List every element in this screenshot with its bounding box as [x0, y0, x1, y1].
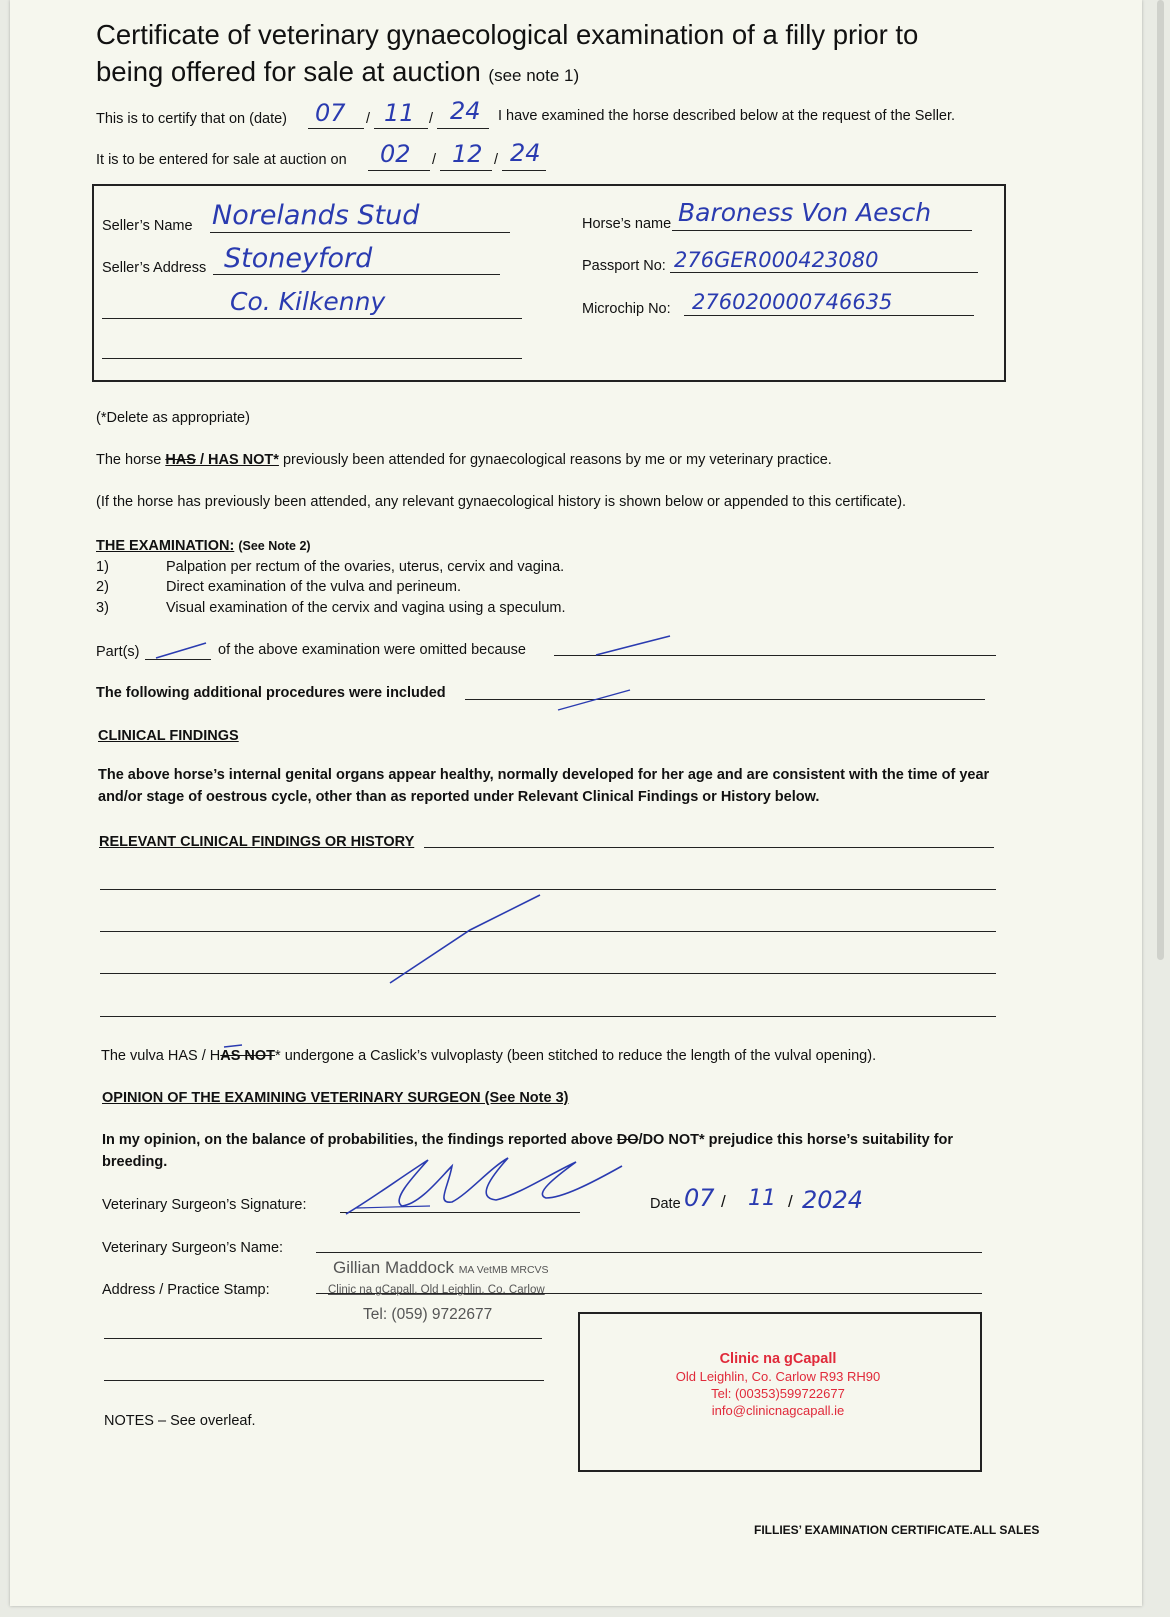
attended-prefix: The horse	[96, 452, 166, 468]
seller-address-label: Seller’s Address	[102, 260, 207, 276]
clinical-heading: CLINICAL FINDINGS	[98, 728, 239, 744]
attended-has-struck: HAS	[165, 452, 196, 468]
horse-name-label: Horse’s name	[582, 216, 672, 232]
certify-prefix: This is to certify that on (date)	[96, 111, 287, 127]
auction-prefix: It is to be entered for sale at auction on	[96, 152, 347, 168]
vet-name-label: Veterinary Surgeon’s Name:	[102, 1240, 284, 1256]
horse-name-value: Baroness Von Aesch	[678, 198, 932, 227]
seller-address-value-1: Stoneyford	[224, 243, 373, 274]
title-text: being offered for sale at auction	[96, 56, 481, 87]
auction-year: 24	[510, 139, 541, 167]
clinic-stamp-name: Clinic na gCapall	[719, 1351, 837, 1367]
attended-has-not: / HAS NOT*	[195, 452, 279, 468]
additional-label: The following additional procedures were included	[96, 685, 446, 701]
attended-suffix: previously been attended for gynaecological reasons by me or my veterinary practice.	[278, 452, 832, 468]
seller-address-value-2: Co. Kilkenny	[230, 287, 386, 316]
clinic-stamp-address: Old Leighlin, Co. Carlow R93 RH90	[675, 1369, 881, 1384]
footer-text: FILLIES’ EXAMINATION CERTIFICATE.ALL SALES	[754, 1523, 1040, 1537]
vet-stamp-tel: Tel: (059) 9722677	[363, 1306, 493, 1323]
seller-name-label: Seller’s Name	[102, 218, 193, 234]
date-day: 07	[684, 1184, 715, 1212]
seller-name-value: Norelands Stud	[212, 200, 420, 231]
history-note: (If the horse has previously been attended, any relevant gynaecological history is shown below or appended to this certificate).	[96, 494, 907, 510]
opinion-suffix: /DO NOT* prejudice this horse’s suitability for	[638, 1132, 954, 1148]
notes-label: NOTES – See overleaf.	[104, 1413, 256, 1429]
vet-stamp-quals: MA VetMB MRCVS	[458, 1264, 549, 1276]
passport-value: 276GER000423080	[674, 248, 879, 272]
omitted-strike	[596, 636, 670, 655]
vulva-strike-mark	[224, 1045, 242, 1047]
additional-strike	[558, 690, 630, 710]
examination-note: (See Note 2)	[238, 539, 311, 553]
microchip-label: Microchip No:	[582, 301, 671, 317]
findings-strike	[390, 895, 540, 983]
parts-label: Part(s)	[96, 644, 140, 660]
date-month: 11	[748, 1186, 776, 1211]
title-note: (see note 1)	[488, 66, 580, 85]
clinic-stamp-tel: Tel: (00353)599722677	[711, 1386, 845, 1401]
exam-item-3-num: 3)	[96, 600, 109, 616]
vet-address-label: Address / Practice Stamp:	[102, 1282, 270, 1298]
clinical-statement-2: and/or stage of oestrous cycle, other than as reported under Relevant Clinical Findings or History below.	[98, 789, 820, 805]
opinion-heading: OPINION OF THE EXAMINING VETERINARY SURGEON (See Note 3)	[102, 1090, 569, 1106]
certify-day: 07	[315, 99, 346, 127]
clinical-statement-1: The above horse’s internal genital organs appear healthy, normally developed for her age and are consistent with the time of year	[98, 767, 990, 783]
slash: /	[788, 1192, 793, 1211]
exam-item-2-text: Direct examination of the vulva and perineum.	[166, 579, 461, 595]
exam-item-1-num: 1)	[96, 559, 109, 575]
opinion-prefix: In my opinion, on the balance of probabilities, the findings reported above	[102, 1132, 617, 1148]
auction-month: 12	[452, 140, 483, 168]
pen-strokes	[10, 0, 1142, 1606]
certify-suffix: I have examined the horse described below at the request of the Seller.	[498, 108, 956, 124]
exam-item-3-text: Visual examination of the cervix and vagina using a speculum.	[166, 600, 566, 616]
vulva-prefix: The vulva HAS / H	[101, 1048, 221, 1064]
certificate-page	[10, 0, 1142, 1606]
scrollbar[interactable]	[1157, 0, 1164, 960]
signature-label: Veterinary Surgeon’s Signature:	[102, 1197, 307, 1213]
certify-month: 11	[384, 99, 415, 127]
date-label: Date	[650, 1196, 681, 1212]
title-line-1: Certificate of veterinary gynaecological examination of a filly prior to	[96, 19, 919, 50]
slash: /	[494, 152, 499, 168]
exam-item-1-text: Palpation per rectum of the ovaries, uterus, cervix and vagina.	[166, 559, 565, 575]
date-year: 2024	[802, 1186, 864, 1214]
exam-item-2-num: 2)	[96, 579, 109, 595]
vulva-struck: AS NOT	[220, 1048, 276, 1064]
vet-stamp-name: Gillian Maddock	[333, 1258, 454, 1277]
auction-day: 02	[380, 140, 411, 168]
delete-note: (*Delete as appropriate)	[96, 410, 250, 426]
opinion-text-2: breeding.	[102, 1154, 168, 1170]
slash: /	[721, 1192, 726, 1211]
microchip-value: 276020000746635	[692, 290, 893, 314]
relevant-heading: RELEVANT CLINICAL FINDINGS OR HISTORY	[99, 834, 415, 850]
clinic-stamp-email: info@clinicnagcapall.ie	[711, 1403, 845, 1418]
slash: /	[366, 111, 371, 127]
slash: /	[432, 152, 437, 168]
examination-title: THE EXAMINATION:	[96, 538, 235, 554]
vet-stamp-address: Clinic na gCapall, Old Leighlin, Co. Carlow	[328, 1284, 545, 1296]
passport-label: Passport No:	[582, 258, 666, 274]
parts-strike	[156, 643, 206, 658]
vulva-suffix: * undergone a Caslick’s vulvoplasty (been stitched to reduce the length of the vulval opening).	[275, 1048, 877, 1064]
certify-year: 24	[450, 97, 481, 125]
slash: /	[429, 111, 434, 127]
omitted-label: of the above examination were omitted because	[218, 642, 526, 658]
opinion-struck: DO	[616, 1132, 639, 1148]
